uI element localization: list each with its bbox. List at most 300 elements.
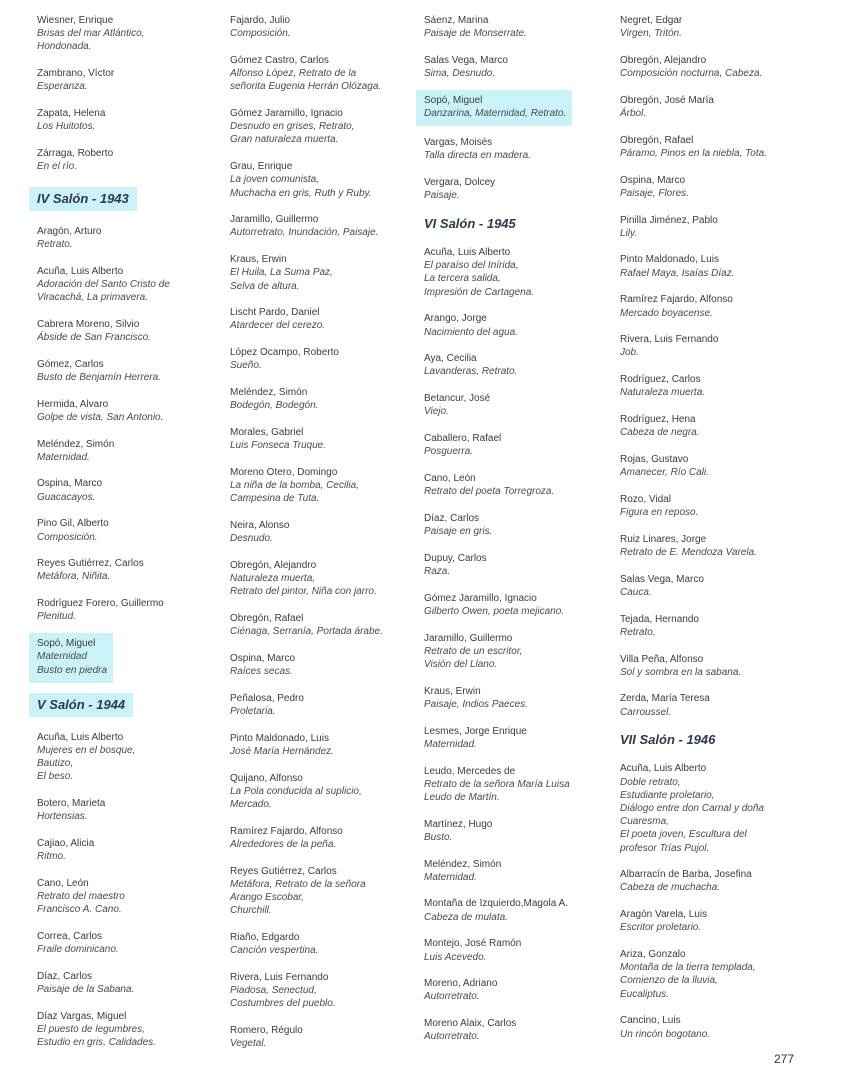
artwork-title: El Huila, La Suma Paz, bbox=[230, 267, 333, 279]
artist-name: Gómez Castro, Carlos bbox=[230, 54, 329, 66]
artwork-title: Adoración del Santo Cristo de bbox=[37, 278, 170, 290]
column-2 bbox=[230, 14, 420, 1064]
artwork-title: Sol y sombra en la sabana. bbox=[620, 666, 742, 678]
artist-entry bbox=[620, 533, 810, 559]
artwork-title: Autorretrato, Inundación, Paisaje. bbox=[230, 227, 379, 239]
artwork-title: José María Hernández. bbox=[230, 745, 334, 757]
artist-entry bbox=[230, 160, 420, 200]
artist-name: Díaz Vargas, Miguel bbox=[37, 1010, 127, 1022]
artist-name: Acuña, Luis Alberto bbox=[424, 247, 511, 259]
artwork-title: Posguerra. bbox=[424, 446, 473, 458]
artist-name: Vergara, Dolcey bbox=[424, 177, 496, 189]
artwork-title: Naturaleza muerta, bbox=[230, 573, 316, 585]
salon-heading: V Salón - 1944 bbox=[29, 693, 133, 717]
artist-name: Cancino, Luis bbox=[620, 1015, 681, 1027]
artwork-title: Luis Fonseca Truque. bbox=[230, 440, 326, 452]
artwork-title: Francisco A. Cano. bbox=[37, 904, 122, 916]
artwork-title: Retrato. bbox=[620, 626, 656, 638]
artist-name: Pinto Maldonado, Luis bbox=[620, 254, 719, 266]
artist-entry bbox=[620, 868, 810, 894]
artwork-title: Job. bbox=[620, 347, 639, 359]
artist-entry bbox=[424, 352, 614, 378]
artist-name: Botero, Marieta bbox=[37, 798, 106, 810]
artwork-title: Cuaresma, bbox=[620, 816, 669, 828]
artist-entry bbox=[230, 386, 420, 412]
artwork-title: Cabeza de negra. bbox=[620, 427, 700, 439]
artist-entry bbox=[230, 253, 420, 293]
artwork-title: Rafael Maya, Isaías Díaz. bbox=[620, 267, 735, 279]
artist-name: Zapata, Helena bbox=[37, 108, 106, 120]
artist-name: Pino Gil, Alberto bbox=[37, 518, 109, 530]
artist-name: Acuña, Luis Alberto bbox=[37, 265, 124, 277]
artist-name: Sáenz, Marina bbox=[424, 15, 489, 26]
artist-name: Cajiao, Alicia bbox=[37, 837, 95, 849]
artist-name: Ramírez Fajardo, Alfonso bbox=[620, 294, 733, 306]
artist-entry bbox=[37, 67, 227, 93]
artist-name: Moreno Otero, Domingo bbox=[230, 466, 338, 478]
artist-entry bbox=[424, 765, 614, 805]
artist-entry bbox=[424, 176, 614, 202]
artwork-title: La tercera salida, bbox=[424, 273, 501, 285]
artwork-title: Impresión de Cartagena. bbox=[424, 286, 535, 298]
artist-entry bbox=[37, 517, 227, 543]
page-number: 277 bbox=[774, 1052, 795, 1066]
artist-name: Caballero, Rafael bbox=[424, 433, 502, 445]
artwork-title: Gran naturaleza muerta. bbox=[230, 134, 339, 146]
artwork-title: Composición. bbox=[230, 28, 291, 40]
artist-entry bbox=[424, 552, 614, 578]
artist-name: Meléndez, Simón bbox=[37, 438, 115, 450]
artwork-title: Busto en piedra bbox=[37, 664, 108, 676]
artist-name: Jaramillo, Guillermo bbox=[230, 214, 319, 226]
artwork-title: Mercado. bbox=[230, 799, 272, 811]
artwork-title: Mercado boyacense. bbox=[620, 307, 713, 319]
artwork-title: La joven comunista, bbox=[230, 174, 319, 186]
artwork-title: Bodegón, Bodegón. bbox=[230, 400, 319, 412]
artist-name: Villa Peña, Alfonso bbox=[620, 653, 704, 665]
artist-entry bbox=[37, 731, 227, 784]
artwork-title: Sueño. bbox=[230, 360, 262, 372]
artwork-title: Árbol. bbox=[620, 108, 647, 120]
artist-name: Kraus, Erwin bbox=[424, 685, 481, 697]
artwork-title: Amanecer, Río Cali. bbox=[620, 467, 709, 479]
artwork-title: Autorretrato. bbox=[424, 1031, 480, 1043]
artist-entry bbox=[230, 559, 420, 599]
artist-name: Ruiz Linares, Jorge bbox=[620, 533, 707, 545]
artist-entry bbox=[620, 493, 810, 519]
artwork-title: El beso. bbox=[37, 771, 74, 783]
column-3 bbox=[424, 14, 614, 1057]
artwork-title: Eucaliptus. bbox=[620, 988, 669, 1000]
salon-heading: VI Salón - 1945 bbox=[424, 216, 516, 232]
artist-name: Arango, Jorge bbox=[424, 313, 487, 325]
artwork-title: Talla directa en madera. bbox=[424, 150, 531, 162]
artist-name: Salas Vega, Marco bbox=[620, 573, 704, 585]
artwork-title: Retrato del pintor, Niña con jarro. bbox=[230, 586, 377, 598]
artwork-title: Ritmo. bbox=[37, 851, 66, 863]
artist-entry bbox=[37, 597, 227, 623]
artist-entry bbox=[37, 970, 227, 996]
artist-entry bbox=[620, 1014, 810, 1040]
artist-entry bbox=[37, 930, 227, 956]
artwork-title: Brisas del mar Atlántico, bbox=[37, 28, 145, 40]
artwork-title: señorita Eugenia Herrán Olózaga. bbox=[230, 81, 382, 93]
artwork-title: Paisaje en gris. bbox=[424, 526, 493, 538]
artist-name: Zerda, María Teresa bbox=[620, 693, 710, 705]
artist-name: Martínez, Hugo bbox=[424, 818, 493, 830]
artist-entry bbox=[37, 837, 227, 863]
artwork-title: Cauca. bbox=[620, 586, 652, 598]
artist-name: Sopó, Miguel bbox=[37, 638, 96, 650]
artwork-title: Ciénaga, Serranía, Portada árabe. bbox=[230, 626, 383, 638]
artist-entry bbox=[620, 94, 810, 120]
artist-entry bbox=[424, 858, 614, 884]
artist-entry bbox=[230, 346, 420, 372]
artist-entry bbox=[37, 225, 227, 251]
column-4 bbox=[620, 14, 810, 1054]
artist-entry bbox=[620, 373, 810, 399]
artist-entry bbox=[37, 797, 227, 823]
artist-name: Obregón, Alejandro bbox=[230, 559, 317, 571]
artwork-title: En el río. bbox=[37, 161, 78, 173]
artwork-title: Gilberto Owen, poeta mejicano. bbox=[424, 605, 565, 617]
artwork-title: Doble retrato, bbox=[620, 776, 681, 788]
artist-entry bbox=[37, 1010, 227, 1050]
artist-entry bbox=[230, 466, 420, 506]
artist-entry bbox=[424, 392, 614, 418]
artist-entry bbox=[620, 413, 810, 439]
artist-name: Negret, Edgar bbox=[620, 15, 683, 26]
artwork-title: Desnudo en grises, Retrato, bbox=[230, 121, 355, 133]
artist-name: Dupuy, Carlos bbox=[424, 552, 487, 564]
artwork-title: Plenitud. bbox=[37, 611, 76, 623]
artist-name: Ospina, Marco bbox=[37, 478, 103, 490]
artist-entry bbox=[37, 318, 227, 344]
artist-name: Acuña, Luis Alberto bbox=[620, 763, 707, 775]
artwork-title: Raza. bbox=[424, 565, 451, 577]
artist-name: Meléndez, Simón bbox=[424, 858, 502, 870]
artist-name: Reyes Gutiérrez, Carlos bbox=[37, 558, 144, 570]
artwork-title: Naturaleza muerta. bbox=[620, 387, 706, 399]
artist-name: Moreno, Adriano bbox=[424, 978, 498, 990]
artist-name: Cano, León bbox=[37, 877, 89, 889]
artist-name: Moreno Alaix, Carlos bbox=[424, 1018, 517, 1030]
artist-entry bbox=[424, 937, 614, 963]
artist-name: Vargas, Moisés bbox=[424, 137, 493, 149]
artwork-title: Raíces secas. bbox=[230, 666, 293, 678]
artwork-title: Fraile dominicano. bbox=[37, 944, 119, 956]
artist-name: Meléndez, Simón bbox=[230, 387, 308, 399]
artist-entry bbox=[424, 592, 614, 618]
artist-entry bbox=[424, 897, 614, 923]
artist-name: Obregón, Rafael bbox=[230, 613, 304, 624]
artwork-title: El puesto de legumbres, bbox=[37, 1023, 145, 1035]
artist-entry bbox=[424, 632, 614, 672]
artist-entry bbox=[424, 725, 614, 751]
artwork-title: Maternidad. bbox=[424, 871, 477, 883]
artist-entry bbox=[620, 293, 810, 319]
artist-entry bbox=[37, 147, 227, 173]
artist-name: Aya, Cecilia bbox=[424, 353, 477, 365]
artist-name: Aragón, Arturo bbox=[37, 225, 102, 237]
artist-entry bbox=[230, 732, 420, 758]
column-1 bbox=[37, 14, 227, 1063]
artist-name: Gómez Jaramillo, Ignacio bbox=[230, 108, 343, 120]
artist-entry bbox=[230, 107, 420, 147]
artist-entry bbox=[230, 14, 420, 40]
artwork-title: profesor Trías Pujol. bbox=[620, 842, 710, 854]
artwork-title: Retrato del poeta Torregroza. bbox=[424, 486, 555, 498]
artist-name: Acuña, Luis Alberto bbox=[37, 731, 124, 743]
artist-entry bbox=[620, 14, 810, 40]
artist-name: Obregón, Rafael bbox=[620, 134, 694, 146]
artwork-title: El poeta joven, Escultura del bbox=[620, 829, 747, 841]
artwork-title: Piadosa, Senectud, bbox=[230, 985, 317, 997]
artwork-title: Nacimiento del agua. bbox=[424, 326, 518, 338]
artist-name: Aragón Varela, Luis bbox=[620, 909, 708, 921]
artwork-title: Cabeza de mulata. bbox=[424, 911, 508, 923]
artwork-title: Maternidad. bbox=[37, 451, 90, 463]
artist-entry bbox=[424, 136, 614, 162]
artist-entry bbox=[37, 877, 227, 917]
artwork-title: Retrato del maestro bbox=[37, 891, 125, 903]
artist-name: Peñalosa, Pedro bbox=[230, 692, 304, 704]
artist-entry bbox=[37, 358, 227, 384]
artist-entry bbox=[620, 214, 810, 240]
artwork-title: Costumbres del pueblo. bbox=[230, 998, 336, 1010]
artist-name: Riaño, Edgardo bbox=[230, 931, 300, 943]
artist-entry bbox=[424, 472, 614, 498]
artwork-title: Retrato de E. Mendoza Varela. bbox=[620, 546, 757, 558]
artwork-title: Metáfora, Retrato de la señora bbox=[230, 878, 366, 890]
artist-entry bbox=[416, 90, 572, 126]
artist-entry bbox=[230, 825, 420, 851]
artwork-title: Busto. bbox=[424, 831, 453, 843]
artwork-title: Alfonso López, Retrato de la bbox=[230, 68, 357, 80]
artist-entry bbox=[620, 253, 810, 279]
artwork-title: Retrato de la señora María Luisa bbox=[424, 778, 570, 790]
artist-name: Reyes Gutiérrez, Carlos bbox=[230, 865, 337, 877]
artwork-title: Comienzo de la lluvia, bbox=[620, 975, 718, 987]
artist-name: Rivera, Luis Fernando bbox=[230, 971, 329, 983]
artist-name: Romero, Régulo bbox=[230, 1024, 303, 1036]
artwork-title: Lavanderas, Retrato. bbox=[424, 366, 518, 378]
artist-name: Cano, León bbox=[424, 472, 476, 484]
artist-entry bbox=[230, 306, 420, 332]
artist-entry bbox=[29, 633, 113, 683]
artist-entry bbox=[37, 265, 227, 305]
artist-entry bbox=[424, 818, 614, 844]
artist-name: Gómez, Carlos bbox=[37, 358, 104, 370]
artist-entry bbox=[230, 426, 420, 452]
artwork-title: Figura en reposo. bbox=[620, 507, 699, 519]
artwork-title: Escritor proletario. bbox=[620, 922, 702, 934]
artist-name: Tejada, Hernando bbox=[620, 613, 699, 625]
artist-entry bbox=[424, 246, 614, 299]
artist-name: Zárraga, Roberto bbox=[37, 147, 114, 159]
artwork-title: Proletaria. bbox=[230, 706, 276, 718]
artwork-title: Composición. bbox=[37, 531, 98, 543]
artist-name: Rivera, Luis Fernando bbox=[620, 334, 719, 346]
artist-name: Leudo, Mercedes de bbox=[424, 765, 516, 777]
artwork-title: Canción vespertina. bbox=[230, 945, 319, 957]
artist-entry bbox=[424, 685, 614, 711]
artwork-title: Ábside de San Francisco. bbox=[37, 332, 151, 344]
artwork-title: Carroussel. bbox=[620, 706, 672, 718]
artwork-title: Sima, Desnudo. bbox=[424, 68, 496, 80]
artist-entry bbox=[230, 54, 420, 94]
artwork-title: Páramo, Pinos en la niebla, Tota. bbox=[620, 147, 767, 159]
artist-name: Lesmes, Jorge Enrique bbox=[424, 725, 527, 737]
salon-heading: IV Salón - 1943 bbox=[29, 187, 137, 211]
artwork-title: Un rincón bogotano. bbox=[620, 1028, 711, 1040]
artist-entry bbox=[620, 174, 810, 200]
salon-heading: VII Salón - 1946 bbox=[620, 732, 716, 748]
artist-entry bbox=[230, 865, 420, 918]
artwork-title: Visión del Llano. bbox=[424, 659, 498, 670]
artist-entry bbox=[424, 312, 614, 338]
artwork-title: Paisaje de la Sabana. bbox=[37, 984, 135, 996]
artwork-title: Vegetal. bbox=[230, 1038, 267, 1050]
artwork-title: La niña de la bomba, Cecilia, bbox=[230, 480, 359, 492]
artist-entry bbox=[230, 931, 420, 957]
artwork-title: Paisaje, Indios Paeces. bbox=[424, 698, 528, 710]
artwork-title: Alrededores de la peña. bbox=[230, 838, 337, 850]
artwork-title: Arango Escobar, bbox=[230, 892, 304, 904]
artwork-title: Retrato de un escritor, bbox=[424, 645, 523, 657]
artwork-title: Selva de altura. bbox=[230, 280, 300, 292]
artwork-title: Paisaje, Flores. bbox=[620, 187, 689, 199]
artist-entry bbox=[424, 1017, 614, 1043]
artist-entry bbox=[620, 54, 810, 80]
artist-name: Pinto Maldonado, Luis bbox=[230, 732, 329, 744]
artwork-title: Estudiante proletario, bbox=[620, 789, 715, 801]
artist-name: Cabrera Moreno, Silvio bbox=[37, 318, 140, 330]
artist-name: Salas Vega, Marco bbox=[424, 54, 508, 66]
artwork-title: Maternidad bbox=[37, 651, 88, 663]
artist-name: Jaramillo, Guillermo bbox=[424, 632, 513, 644]
artist-entry bbox=[37, 398, 227, 424]
artist-name: Lischt Pardo, Daniel bbox=[230, 307, 320, 319]
artist-entry bbox=[37, 14, 227, 54]
artist-name: Neira, Alonso bbox=[230, 519, 290, 531]
artist-name: Morales, Gabriel bbox=[230, 426, 304, 438]
artwork-title: Mujeres en el bosque, bbox=[37, 744, 136, 756]
artist-name: Kraus, Erwin bbox=[230, 254, 287, 266]
artist-name: Hermida, Alvaro bbox=[37, 398, 109, 410]
artwork-title: Montaña de la tierra templada, bbox=[620, 962, 756, 974]
artist-name: Rozo, Vidal bbox=[620, 493, 671, 505]
artist-entry bbox=[37, 557, 227, 583]
artist-entry bbox=[230, 692, 420, 718]
artist-name: Quijano, Alfonso bbox=[230, 772, 303, 784]
artist-entry bbox=[230, 612, 420, 638]
artist-entry bbox=[230, 652, 420, 678]
artist-entry bbox=[37, 107, 227, 133]
artist-entry bbox=[230, 213, 420, 239]
artist-entry bbox=[424, 512, 614, 538]
artwork-title: Golpe de vista, San Antonio. bbox=[37, 411, 164, 423]
artwork-title: Leudo de Martín. bbox=[424, 791, 500, 803]
artist-entry bbox=[37, 477, 227, 503]
artist-name: Montejo, José Ramón bbox=[424, 938, 522, 950]
artist-entry bbox=[230, 1024, 420, 1050]
artist-name: Obregón, José María bbox=[620, 94, 714, 106]
artwork-title: Maternidad. bbox=[424, 738, 477, 750]
artist-entry bbox=[620, 908, 810, 934]
artwork-title: El paraíso del Inírida, bbox=[424, 260, 519, 272]
artwork-title: Paisaje. bbox=[424, 190, 460, 202]
artist-entry bbox=[230, 772, 420, 812]
artist-entry bbox=[620, 692, 810, 718]
artwork-title: Metáfora, Niñita. bbox=[37, 571, 111, 583]
artist-entry bbox=[230, 971, 420, 1011]
artwork-title: Bautizo, bbox=[37, 758, 74, 770]
artist-name: Díaz, Carlos bbox=[37, 970, 93, 982]
artwork-title: Atardecer del cerezo. bbox=[230, 320, 326, 332]
artwork-title: Retrato. bbox=[37, 239, 73, 251]
artwork-title: Los Huitotos. bbox=[37, 121, 96, 133]
artist-name: Ariza, Gonzalo bbox=[620, 949, 686, 961]
artwork-title: Viracachá, La primavera. bbox=[37, 292, 148, 304]
artist-entry bbox=[424, 977, 614, 1003]
artist-entry bbox=[620, 948, 810, 1001]
artwork-title: Luis Acevedo. bbox=[424, 951, 487, 963]
artist-name: Zambrano, Víctor bbox=[37, 68, 115, 80]
artist-name: Fajardo, Julio bbox=[230, 15, 291, 26]
artist-entry bbox=[620, 653, 810, 679]
artist-entry bbox=[37, 438, 227, 464]
artwork-title: Estudio en gris, Calidades. bbox=[37, 1037, 156, 1049]
artist-name: Ospina, Marco bbox=[230, 652, 296, 664]
artwork-title: Composición nocturna, Cabeza. bbox=[620, 68, 763, 80]
artwork-title: Guacacayos. bbox=[37, 491, 96, 503]
artist-entry bbox=[424, 54, 614, 80]
artwork-title: La Pola conducida al suplicio, bbox=[230, 785, 362, 797]
artist-name: Ospina, Marco bbox=[620, 174, 686, 186]
artist-entry bbox=[620, 333, 810, 359]
artwork-title: Autorretrato. bbox=[424, 991, 480, 1003]
artist-entry bbox=[424, 432, 614, 458]
artist-entry bbox=[230, 519, 420, 545]
artwork-title: Viejo. bbox=[424, 406, 449, 418]
artwork-title: Hondonada. bbox=[37, 41, 92, 53]
artist-name: Pinilla Jiménez, Pablo bbox=[620, 214, 718, 226]
artwork-title: Danzarina, Maternidad, Retrato. bbox=[424, 108, 567, 120]
artist-entry bbox=[620, 762, 810, 854]
artist-entry bbox=[424, 14, 614, 40]
artwork-title: Hortensias. bbox=[37, 811, 88, 823]
artist-entry bbox=[620, 573, 810, 599]
artwork-title: Diálogo entre don Carnal y doña bbox=[620, 802, 764, 814]
artist-name: Montaña de Izquierdo,Magola A. bbox=[424, 898, 568, 910]
artwork-title: Muchacha en gris, Ruth y Ruby. bbox=[230, 187, 372, 199]
artist-entry bbox=[620, 134, 810, 160]
artwork-title: Paisaje de Monserrate. bbox=[424, 28, 527, 40]
artist-name: Wiesner, Enrique bbox=[37, 15, 114, 26]
artwork-title: Busto de Benjamín Herrera. bbox=[37, 371, 161, 383]
artwork-title: Campesina de Tuta. bbox=[230, 493, 320, 505]
artist-name: Díaz, Carlos bbox=[424, 512, 480, 524]
artist-name: Rodríguez, Carlos bbox=[620, 374, 701, 386]
artist-name: Obregón, Alejandro bbox=[620, 54, 707, 66]
artist-name: Sopó, Miguel bbox=[424, 94, 483, 106]
artwork-title: Desnudo. bbox=[230, 533, 273, 545]
artist-name: Gómez Jaramillo, Ignacio bbox=[424, 592, 537, 604]
artwork-title: Virgen, Tritón. bbox=[620, 28, 682, 40]
artist-name: Correa, Carlos bbox=[37, 930, 103, 942]
artist-name: Rodríguez Forero, Guillermo bbox=[37, 598, 164, 610]
